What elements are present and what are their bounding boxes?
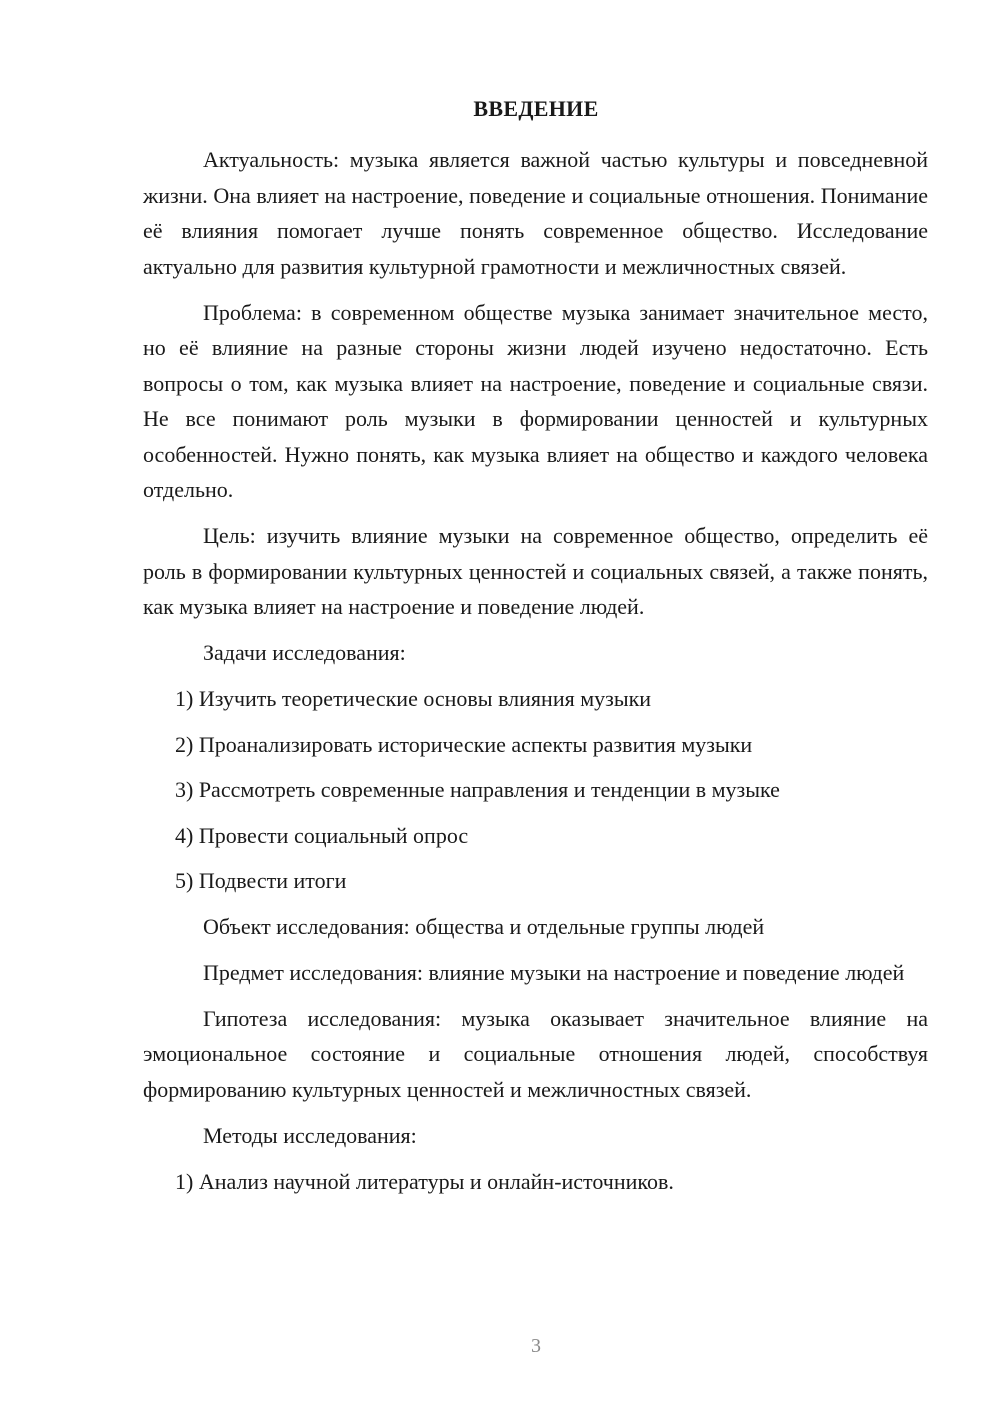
tasks-title: Задачи исследования: bbox=[203, 640, 406, 665]
hypothesis-paragraph: Гипотеза исследования: музыка оказывает значительное влияние на эмоциональное состояние и социальные отношения людей, способствуя формированию культурных ценностей и межличностных связей. bbox=[143, 1005, 928, 1102]
subject-paragraph: Предмет исследования: влияние музыки на настроение и поведение людей bbox=[203, 959, 905, 985]
page-number: 3 bbox=[531, 1335, 541, 1357]
task-item: 4) Провести социальный опрос bbox=[175, 822, 469, 848]
task-item: 2) Проанализировать исторические аспекты развития музыки bbox=[175, 731, 753, 757]
relevance-paragraph: Актуальность: музыка является важной частью культуры и повседневной жизни. Она влияет на настроение, поведение и социальные отношения. Понимание её влияния помогает лучше понять современное общество. Исследование актуально для развития культурной грамотности и межличностных связей. bbox=[143, 147, 928, 279]
task-item: 5) Подвести итоги bbox=[175, 868, 347, 893]
problem-paragraph: Проблема: в современном обществе музыка занимает значительное место, но её влияние на разные стороны жизни людей изучено недостаточно. Есть вопросы о том, как музыка влияет на настроение, поведение и социальные связи. Не все понимают роль музыки в формировании ценностей и культурных особенностей. Нужно понять, как музыка влияет на общество и каждого человека отдельно. bbox=[143, 299, 928, 502]
goal-paragraph: Цель: изучить влияние музыки на современное общество, определить её роль в формировании культурных ценностей и социальных связей, а также понять, как музыка влияет на настроение и поведение людей. bbox=[143, 523, 928, 619]
document-body bbox=[143, 142, 928, 1209]
methods-title: Методы исследования: bbox=[203, 1122, 417, 1148]
page-title: ВВЕДЕНИЕ bbox=[473, 96, 599, 121]
method-item: 1) Анализ научной литературы и онлайн-источников. bbox=[175, 1168, 674, 1194]
task-item: 1) Изучить теоретические основы влияния музыки bbox=[175, 686, 652, 711]
object-line: Объект исследования: общества и отдельные группы людей bbox=[203, 913, 765, 939]
task-item: 3) Рассмотреть современные направления и тенденции в музыке bbox=[175, 777, 780, 802]
